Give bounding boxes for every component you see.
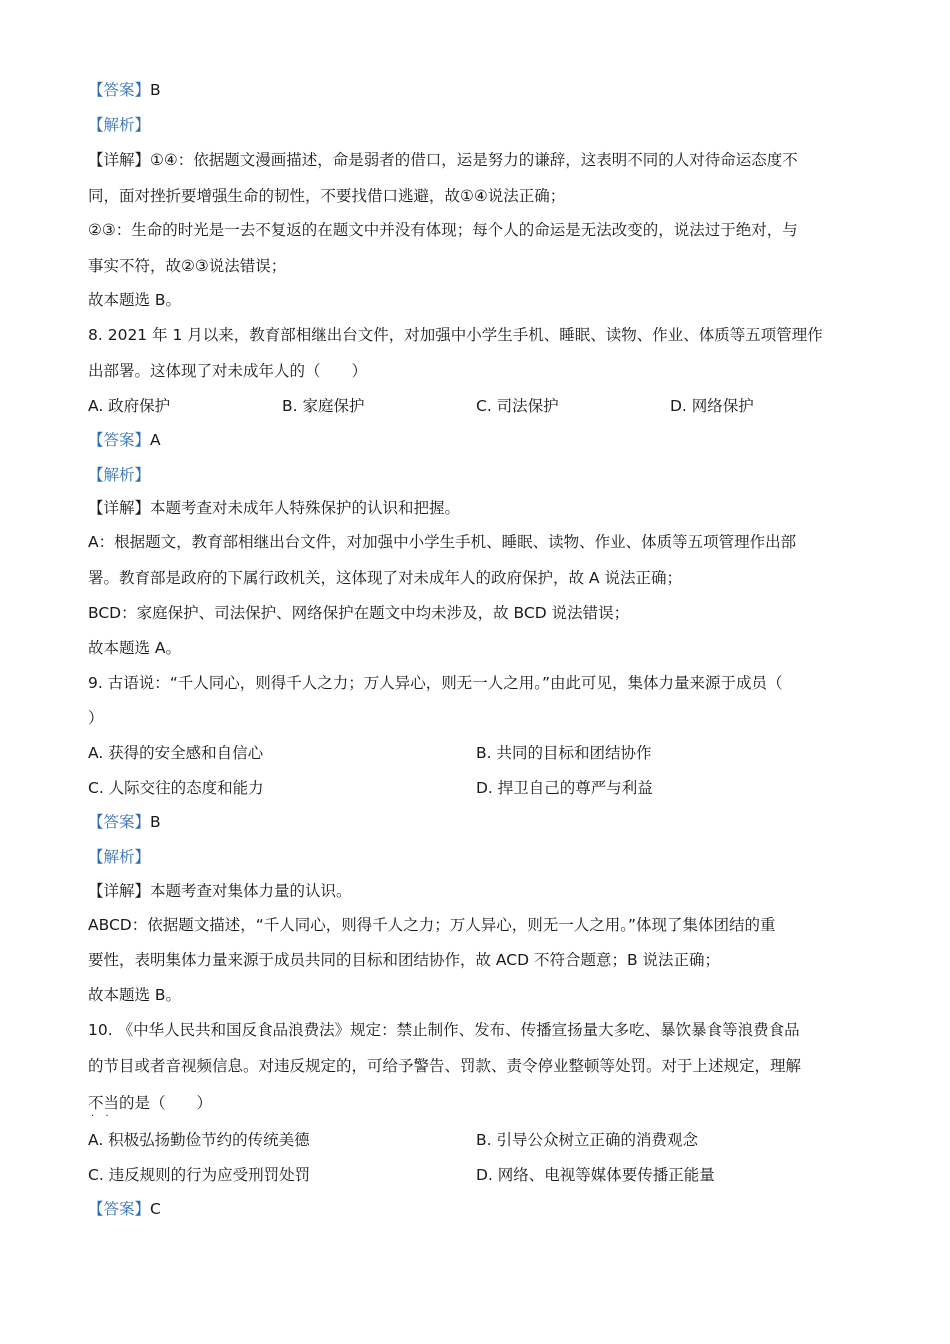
q8-option-b: B. 家庭保护	[282, 397, 365, 415]
q9-analysis-tag: 【解析】	[88, 848, 151, 866]
q7-detail-line-1	[88, 150, 798, 170]
q8-detail-line-3: 署。教育部是政府的下属行政机关，这体现了对未成年人的政府保护，故 A 说法正确；	[88, 569, 682, 587]
q9-detail-line-3: 要性，表明集体力量来源于成员共同的目标和团结协作，故 ACD 不符合题意；B 说法正确；	[88, 951, 721, 969]
q7-answer-line	[88, 80, 161, 100]
q9-option-d: D. 捍卫自己的尊严与利益	[476, 779, 653, 797]
q8-option-c: C. 司法保护	[476, 397, 559, 415]
q9-stem-line-1: 9. 古语说：“千人同心，则得千人之力；万人异心，则无一人之用。”由此可见，集体力量来源于成员（	[88, 674, 783, 692]
q9-answer-line	[88, 812, 161, 832]
q8-analysis-tag: 【解析】	[88, 466, 151, 484]
q8-option-a: A. 政府保护	[88, 397, 171, 415]
q10-option-b: B. 引导公众树立正确的消费观念	[476, 1131, 698, 1149]
q7-detail-line-2: 同，面对挫折要增强生命的韧性，不要找借口逃避，故①④说法正确；	[88, 187, 566, 205]
q8-answer-line	[88, 430, 161, 450]
q10-answer: C	[150, 1200, 161, 1218]
answer-tag: 【答案】	[88, 431, 151, 449]
q8-detail-1: 本题考查对未成年人特殊保护的认识和把握。	[150, 499, 461, 517]
answer-tag: 【答案】	[88, 81, 151, 99]
q9-option-c: C. 人际交往的态度和能力	[88, 779, 264, 797]
q9-detail-line-1	[88, 881, 352, 901]
q7-answer: B	[150, 81, 161, 99]
q9-answer: B	[150, 813, 161, 831]
q8-answer: A	[150, 431, 161, 449]
q7-detail-line-4: 事实不符，故②③说法错误；	[88, 257, 287, 275]
answer-tag: 【答案】	[88, 813, 151, 831]
q8-stem-line-2: 出部署。这体现了对未成年人的（ ）	[88, 362, 368, 380]
q7-detail-line-3: ②③：生命的时光是一去不复返的在题文中并没有体现；每个人的命运是无法改变的，说法过于绝对，与	[88, 221, 798, 239]
q10-option-d: D. 网络、电视等媒体要传播正能量	[476, 1166, 715, 1184]
q7-analysis-tag: 【解析】	[88, 116, 151, 134]
q9-option-a: A. 获得的安全感和自信心	[88, 744, 264, 762]
q10-option-a: A. 积极弘扬勤俭节约的传统美德	[88, 1131, 310, 1149]
q8-option-d: D. 网络保护	[670, 397, 754, 415]
q9-option-b: B. 共同的目标和团结协作	[476, 744, 652, 762]
q9-stem-line-2: ）	[88, 709, 104, 727]
q8-stem-line-1: 8. 2021 年 1 月以来，教育部相继出台文件，对加强中小学生手机、睡眠、读物、作业、体质等五项管理作	[88, 326, 823, 344]
q10-stem-rest: 的是（ ）	[119, 1094, 213, 1112]
q7-detail-1: ①④：依据题文漫画描述，命是弱者的借口，运是努力的谦辞，这表明不同的人对待命运态度不	[150, 151, 798, 169]
q9-detail-1: 本题考查对集体力量的认识。	[150, 882, 352, 900]
q9-conclusion: 故本题选 B。	[88, 986, 182, 1004]
emphasis-text: 不当 · ·	[88, 1094, 119, 1112]
detail-tag: 【详解】	[88, 499, 151, 517]
q8-detail-line-2: A：根据题文，教育部相继出台文件，对加强中小学生手机、睡眠、读物、作业、体质等五项管理作出部	[88, 533, 797, 551]
q10-stem-line-3	[88, 1093, 212, 1113]
q8-detail-line-4: BCD：家庭保护、司法保护、网络保护在题文中均未涉及，故 BCD 说法错误；	[88, 604, 630, 622]
answer-tag: 【答案】	[88, 1200, 151, 1218]
q10-stem-line-2: 的节目或者音视频信息。对违反规定的，可给予警告、罚款、责令停业整顿等处罚。对于上述规定，理解	[88, 1057, 802, 1075]
q8-detail-line-1	[88, 498, 460, 518]
q10-option-c: C. 违反规则的行为应受刑罚处罚	[88, 1166, 311, 1184]
q7-conclusion: 故本题选 B。	[88, 291, 182, 309]
detail-tag: 【详解】	[88, 882, 151, 900]
q9-detail-line-2: ABCD：依据题文描述，“千人同心，则得千人之力；万人异心，则无一人之用。”体现了集体团结的重	[88, 916, 776, 934]
q10-stem-line-1: 10. 《中华人民共和国反食品浪费法》规定：禁止制作、发布、传播宣扬量大多吃、暴饮暴食等浪费食品	[88, 1021, 800, 1039]
detail-tag: 【详解】	[88, 151, 151, 169]
q10-answer-line	[88, 1199, 161, 1219]
q8-conclusion: 故本题选 A。	[88, 639, 182, 657]
